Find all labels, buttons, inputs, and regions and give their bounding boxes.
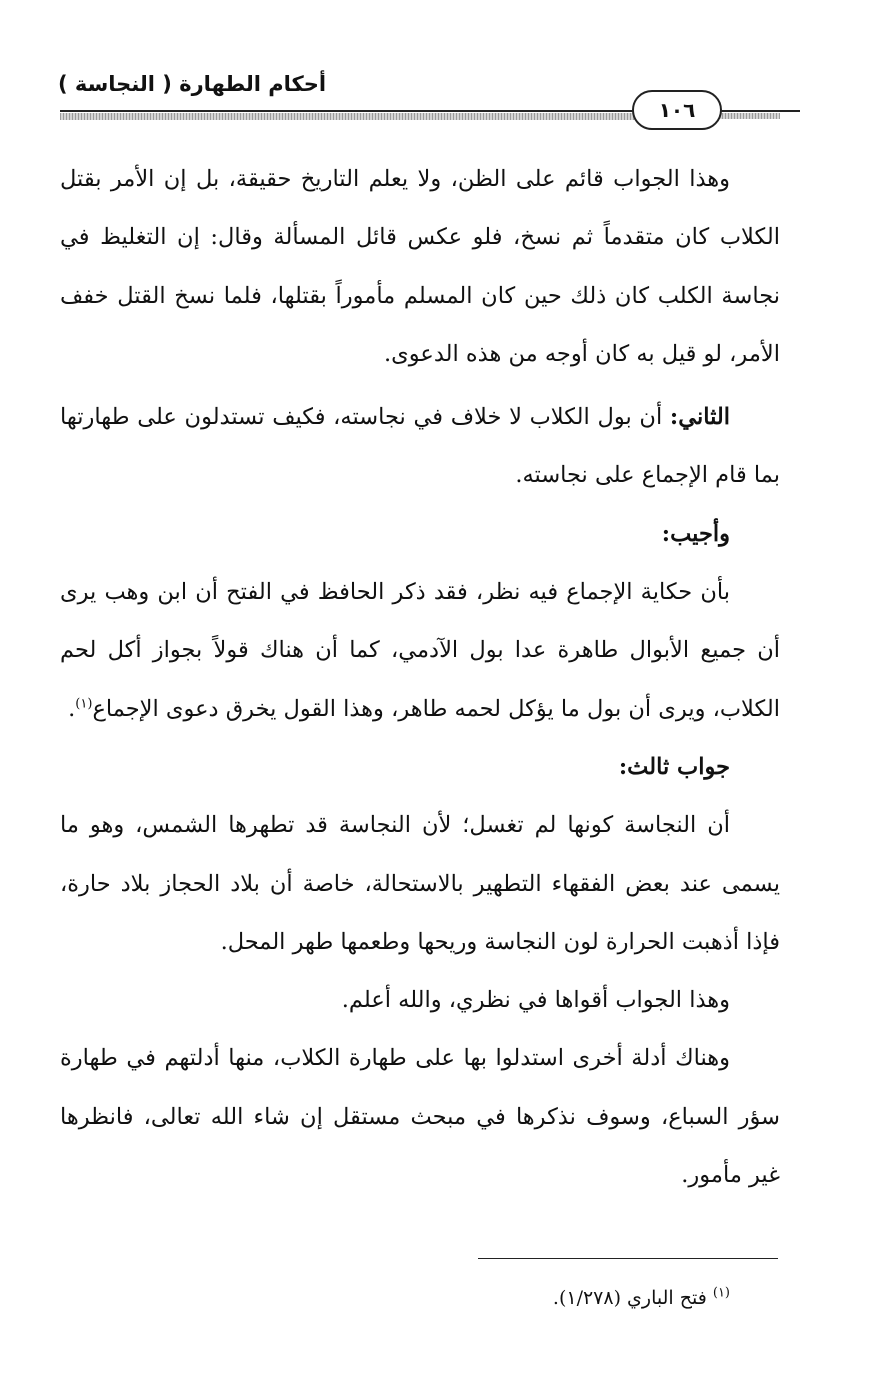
header-rule bbox=[60, 110, 660, 112]
footnote-separator bbox=[478, 1258, 778, 1259]
footnote-marker: (١) bbox=[75, 696, 93, 712]
page-header bbox=[20, 70, 780, 130]
section-heading: وأجيب: bbox=[661, 520, 730, 547]
paragraph bbox=[60, 388, 780, 505]
footnote bbox=[300, 1280, 730, 1316]
book-title: أحكام الطهارة ( النجاسة ) bbox=[58, 72, 327, 96]
paragraph: وهناك أدلة أخرى استدلوا بها على طهارة الكلاب، منها أدلتهم في طهارة سؤر السباع، وسوف نذكرها في مبحث مستقل إن شاء الله تعالى، فانظرها غير مأمور. bbox=[60, 1045, 780, 1189]
header-rule-band bbox=[60, 113, 660, 120]
paragraph bbox=[60, 563, 780, 738]
section-heading: جواب ثالث: bbox=[618, 753, 730, 780]
paragraph-lead: الثاني: bbox=[669, 404, 730, 431]
paragraph: وهذا الجواب قائم على الظن، ولا يعلم التاريخ حقيقة، بل إن الأمر بقتل الكلاب كان متقدماً ثم نسخ، فلو عكس قائل المسألة وقال: إن التغليظ في نجاسة الكلب كان ذلك حين كان المسلم مأموراً بقتلها، فلما نسخ القتل خفف الأمر، لو قيل به كان أوجه من هذه الدعوى. bbox=[60, 166, 780, 367]
footnote-text: فتح الباري (١/٢٧٨). bbox=[552, 1287, 707, 1309]
paragraph-text: أن بول الكلاب لا خلاف في نجاسته، فكيف تستدلون على طهارتها بما قام الإجماع على نجاسته. bbox=[60, 404, 780, 489]
paragraph: وهذا الجواب أقواها في نظري، والله أعلم. bbox=[341, 987, 730, 1014]
footnote-number: (١) bbox=[712, 1285, 730, 1301]
header-rule-right bbox=[710, 110, 800, 112]
paragraph-end: . bbox=[68, 695, 76, 722]
paragraph-text: بأن حكاية الإجماع فيه نظر، فقد ذكر الحافظ في الفتح أن ابن وهب يرى أن جميع الأبوال طاهرة عدا بول الآدمي، كما أن هناك قولاً بجواز أكل لحم الكلاب، ويرى أن بول ما يؤكل لحمه طاهر، وهذا القول يخرق دعوى الإجماع bbox=[60, 579, 780, 722]
paragraph: أن النجاسة كونها لم تغسل؛ لأن النجاسة قد تطهرها الشمس، وهو ما يسمى عند بعض الفقهاء التطهير بالاستحالة، خاصة أن بلاد الحجاز بلاد حارة، فإذا أذهبت الحرارة لون النجاسة وريحها وطعمها طهر المحل. bbox=[60, 812, 780, 955]
page-number: ١٠٦ bbox=[632, 90, 722, 130]
main-text bbox=[60, 150, 780, 1204]
